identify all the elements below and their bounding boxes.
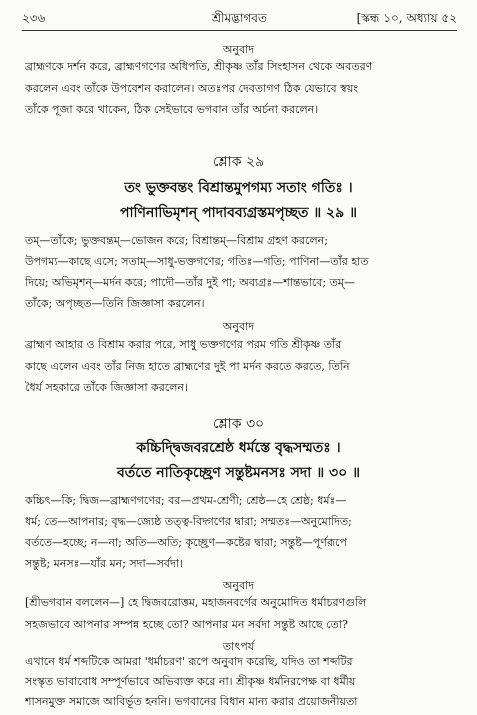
translation-heading: অনুবাদ bbox=[222, 320, 255, 333]
verse-line: বর্ততে নাতিকৃচ্ছ্রেণ সন্তুষ্টমনসঃ সদা ॥ ৩০ ॥ bbox=[116, 465, 360, 481]
text-line: ধর্ম; তে—আপনার; বৃদ্ধ—জ্যেষ্ঠ তত্ত্ব-বিদ্গণের দ্বারা; সম্মতঃ—অনুমোদিত; bbox=[25, 515, 352, 528]
text-line: শাসনমুক্ত সমাজে আবির্ভূত হননি। ভগবানের বিধান মান্য করার প্রয়োজনীয়তা bbox=[25, 695, 358, 708]
translation-heading: অনুবাদ bbox=[222, 579, 255, 592]
text-line: তম্—তাঁকে; ভুক্তবন্তম্—ভোজন করে; বিশ্রান্তম্—বিশ্রাম গ্রহণ করলেন; bbox=[25, 234, 328, 247]
text-line: দিয়ে; অভিমৃশন্—মর্দন করে; পাদৌ—তাঁর দুই পা; অব্যগ্রঃ—শান্তভাবে; তম্— bbox=[25, 276, 355, 289]
purport-heading: তাৎপর্য bbox=[222, 640, 255, 653]
header-rule bbox=[22, 30, 457, 31]
text-line: সহজভাবে আপনার সম্পন্ন হচ্ছে তো? আপনার মন সর্বদা সন্তুষ্ট আছে তো? bbox=[25, 617, 348, 631]
verse-title: শ্লোক ৩০ bbox=[212, 416, 265, 432]
book-title: শ্রীমদ্ভাগবত bbox=[211, 11, 267, 25]
text-line: ধৈর্য সহকারে তাঁকে জিজ্ঞাসা করলেন। bbox=[25, 381, 188, 394]
text-line: তাঁকে; অপৃচ্ছত—তিনি জিজ্ঞাসা করলেন। bbox=[25, 297, 205, 310]
text-line: [শ্রীভগবান বললেন—] হে দ্বিজবরোত্তম, মহাজনবর্গের অনুমোদিত ধর্মাচরণগুলি bbox=[25, 596, 367, 609]
running-header bbox=[22, 10, 457, 28]
text-line: সংস্কৃত ভাবাবোধ সম্পূর্ণভাবে অভিব্যক্ত করে না। শ্রীকৃষ্ণ ধর্মনিরপেক্ষ বা ধর্মীয় bbox=[25, 675, 356, 688]
text-line: তাঁকে পূজা করে থাকেন, ঠিক সেইভাবে ভগবান তাঁর অর্চনা করলেন। bbox=[25, 103, 319, 116]
text-line: কাছে এলেন এবং তাঁর নিজ হাতে ব্রাহ্মণের দুই পা মর্দন করতে করতে, তিনি bbox=[25, 359, 350, 373]
translation-paragraph bbox=[25, 592, 457, 635]
translation-paragraph bbox=[25, 56, 457, 121]
translation-heading: অনুবাদ bbox=[222, 43, 255, 56]
text-line: করলেন এবং তাঁকে উপবেশন করালেন। অতঃপর দেবতাগণ ঠিক যেভাবে স্বয়ং bbox=[25, 81, 359, 95]
text-line: কচ্চিৎ—কি; দ্বিজ—ব্রাহ্মণগণের; বর—প্রথম-শ্রেণী; শ্রেষ্ঠ—হে শ্রেষ্ঠ; ধর্মঃ— bbox=[25, 494, 347, 507]
verse-line: পাণিনাভিমৃশন্ পাদাবব্যগ্রস্তমপৃচ্ছত ॥ ২৯ ॥ bbox=[119, 205, 358, 221]
synonyms-paragraph bbox=[25, 490, 457, 574]
synonyms-paragraph bbox=[25, 230, 457, 314]
page-number: ২৩৬ bbox=[22, 11, 46, 25]
verse-line: তং ভুক্তবন্তং বিশ্রান্তমুপগম্য সতাং গতিঃ । bbox=[124, 180, 353, 196]
verse-line: কচ্চিদ্দ্বিজবরশ্রেষ্ঠ ধর্মস্তে বৃদ্ধসম্মতঃ । bbox=[136, 440, 341, 456]
purport-paragraph bbox=[25, 652, 457, 712]
verse-title: শ্লোক ২৯ bbox=[212, 154, 265, 170]
translation-paragraph bbox=[25, 334, 457, 399]
text-line: উপগম্য—কাছে এসে; সতাম্—সাধু-ভক্তগণের; গতিঃ—গতি; পাণিনা—তাঁর হাত bbox=[25, 255, 369, 268]
text-line: ব্রাহ্মণ আহার ও বিশ্রাম করার পরে, সাধু ভক্তগণের পরম গতি শ্রীকৃষ্ণ তাঁর bbox=[25, 338, 342, 351]
text-line: এখানে ধর্ম শব্দটিকে আমরা 'ধর্মাচরণ' রূপে অনুবাদ করেছি, যদিও তা শব্দটির bbox=[25, 655, 353, 668]
text-line: ব্রাহ্মণকে দর্শন করে, ব্রাহ্মণগণের অধিপতি, শ্রীকৃষ্ণ তাঁর সিংহাসন থেকে অবতরণ bbox=[25, 60, 373, 73]
text-line: সন্তুষ্ট; মনসঃ—যাঁর মন; সদা—সর্বদা। bbox=[25, 557, 183, 570]
text-line: বর্ততে—হচ্ছে; ন—না; অতি—অতি; কৃচ্ছ্রেণ—কষ্টের দ্বারা; সন্তুষ্ট—পূর্ণরূপে bbox=[25, 536, 347, 549]
chapter-reference: [স্কন্ধ ১০, অধ্যায় ৫২ bbox=[356, 11, 457, 25]
